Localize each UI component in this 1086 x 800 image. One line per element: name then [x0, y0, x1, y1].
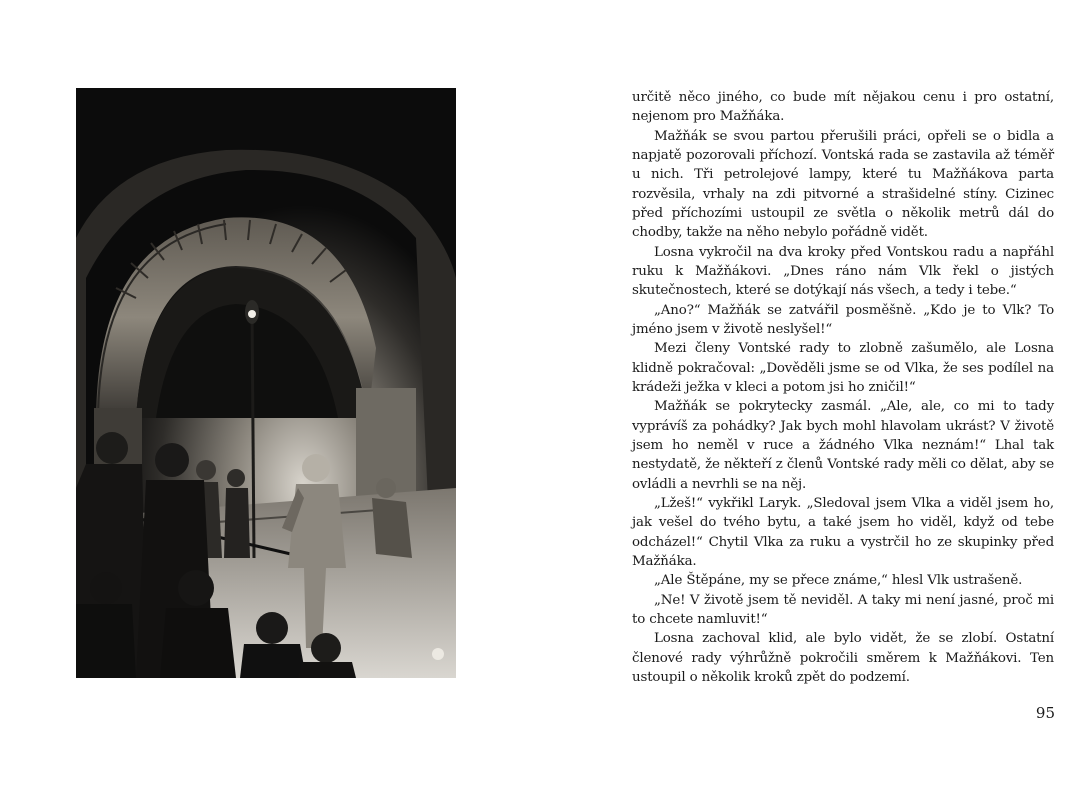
paragraph: Mažňák se pokrytecky zasmál. „Ale, ale, co mi to tady vyprávíš za pohádky? Jak bych mohl hlavolam ukrást? V životě jsem ho neměl v ruce a žádného Vlka neznám!“ Lhal tak nestydatě, že někteří z členů Vontské rady měli co dělat, aby se ovládli a nevrhli se na něj.	[632, 399, 1054, 492]
tunnel-illustration	[76, 88, 456, 678]
paragraph: „Lžeš!“ vykřikl Laryk. „Sledoval jsem Vlka a viděl jsem ho, jak vešel do tvého bytu, a také jsem ho viděl, když od tebe odcházel!“ Chytil Vlka za ruku a vystrčil ho ze skupinky před Mažňáka.	[632, 495, 1054, 569]
paragraph: určitě něco jiného, co bude mít nějakou cenu i pro ostatní, nejenom pro Mažňáka.	[632, 90, 1054, 125]
paragraph: „Ano?“ Mažňák se zatvářil posměšně. „Kdo je to Vlk? To jméno jsem v životě neslyšel!“	[632, 302, 1054, 337]
paragraph: Losna zachoval klid, ale bylo vidět, že se zlobí. Ostatní členové rady výhrůžně pokročili směrem k Mažňákovi. Ten ustoupil o několik kroků zpět do podzemí.	[632, 631, 1054, 685]
body-text	[632, 88, 1054, 687]
paragraph: Losna vykročil na dva kroky před Vontskou radu a napřáhl ruku k Mažňákovi. „Dnes ráno nám Vlk řekl o jistých skutečnostech, které se dotýkají nás všech, a tedy i tebe.“	[632, 244, 1054, 299]
right-page	[543, 0, 1086, 800]
paragraph: „Ale Štěpáne, my se přece známe,“ hlesl Vlk ustrašeně.	[654, 573, 1023, 589]
paragraph: „Ne! V životě jsem tě neviděl. A taky mi není jasné, proč mi to chcete namluvit!“	[632, 592, 1054, 627]
paragraph: Mezi členy Vontské rady to zlobně zašumělo, ale Losna klidně pokračoval: „Dověděli jsme se od Vlka, že ses podílel na krádeži ježka v kleci a potom jsi ho zničil!“	[632, 341, 1054, 395]
page-number: 95	[1035, 704, 1055, 722]
paragraph: Mažňák se svou partou přerušili práci, opřeli se o bidla a napjatě pozorovali příchozí. Vontská rada se zastavila až téměř u nich. Tři petrolejové lampy, které tu Mažňákova parta rozvěsila, vrhaly na zdi pitvorné a strašidelné stíny. Cizinec před příchozími ustoupil ze světla o několik metrů dál do chodby, takže na něho nebylo pořádně vidět.	[632, 128, 1054, 241]
